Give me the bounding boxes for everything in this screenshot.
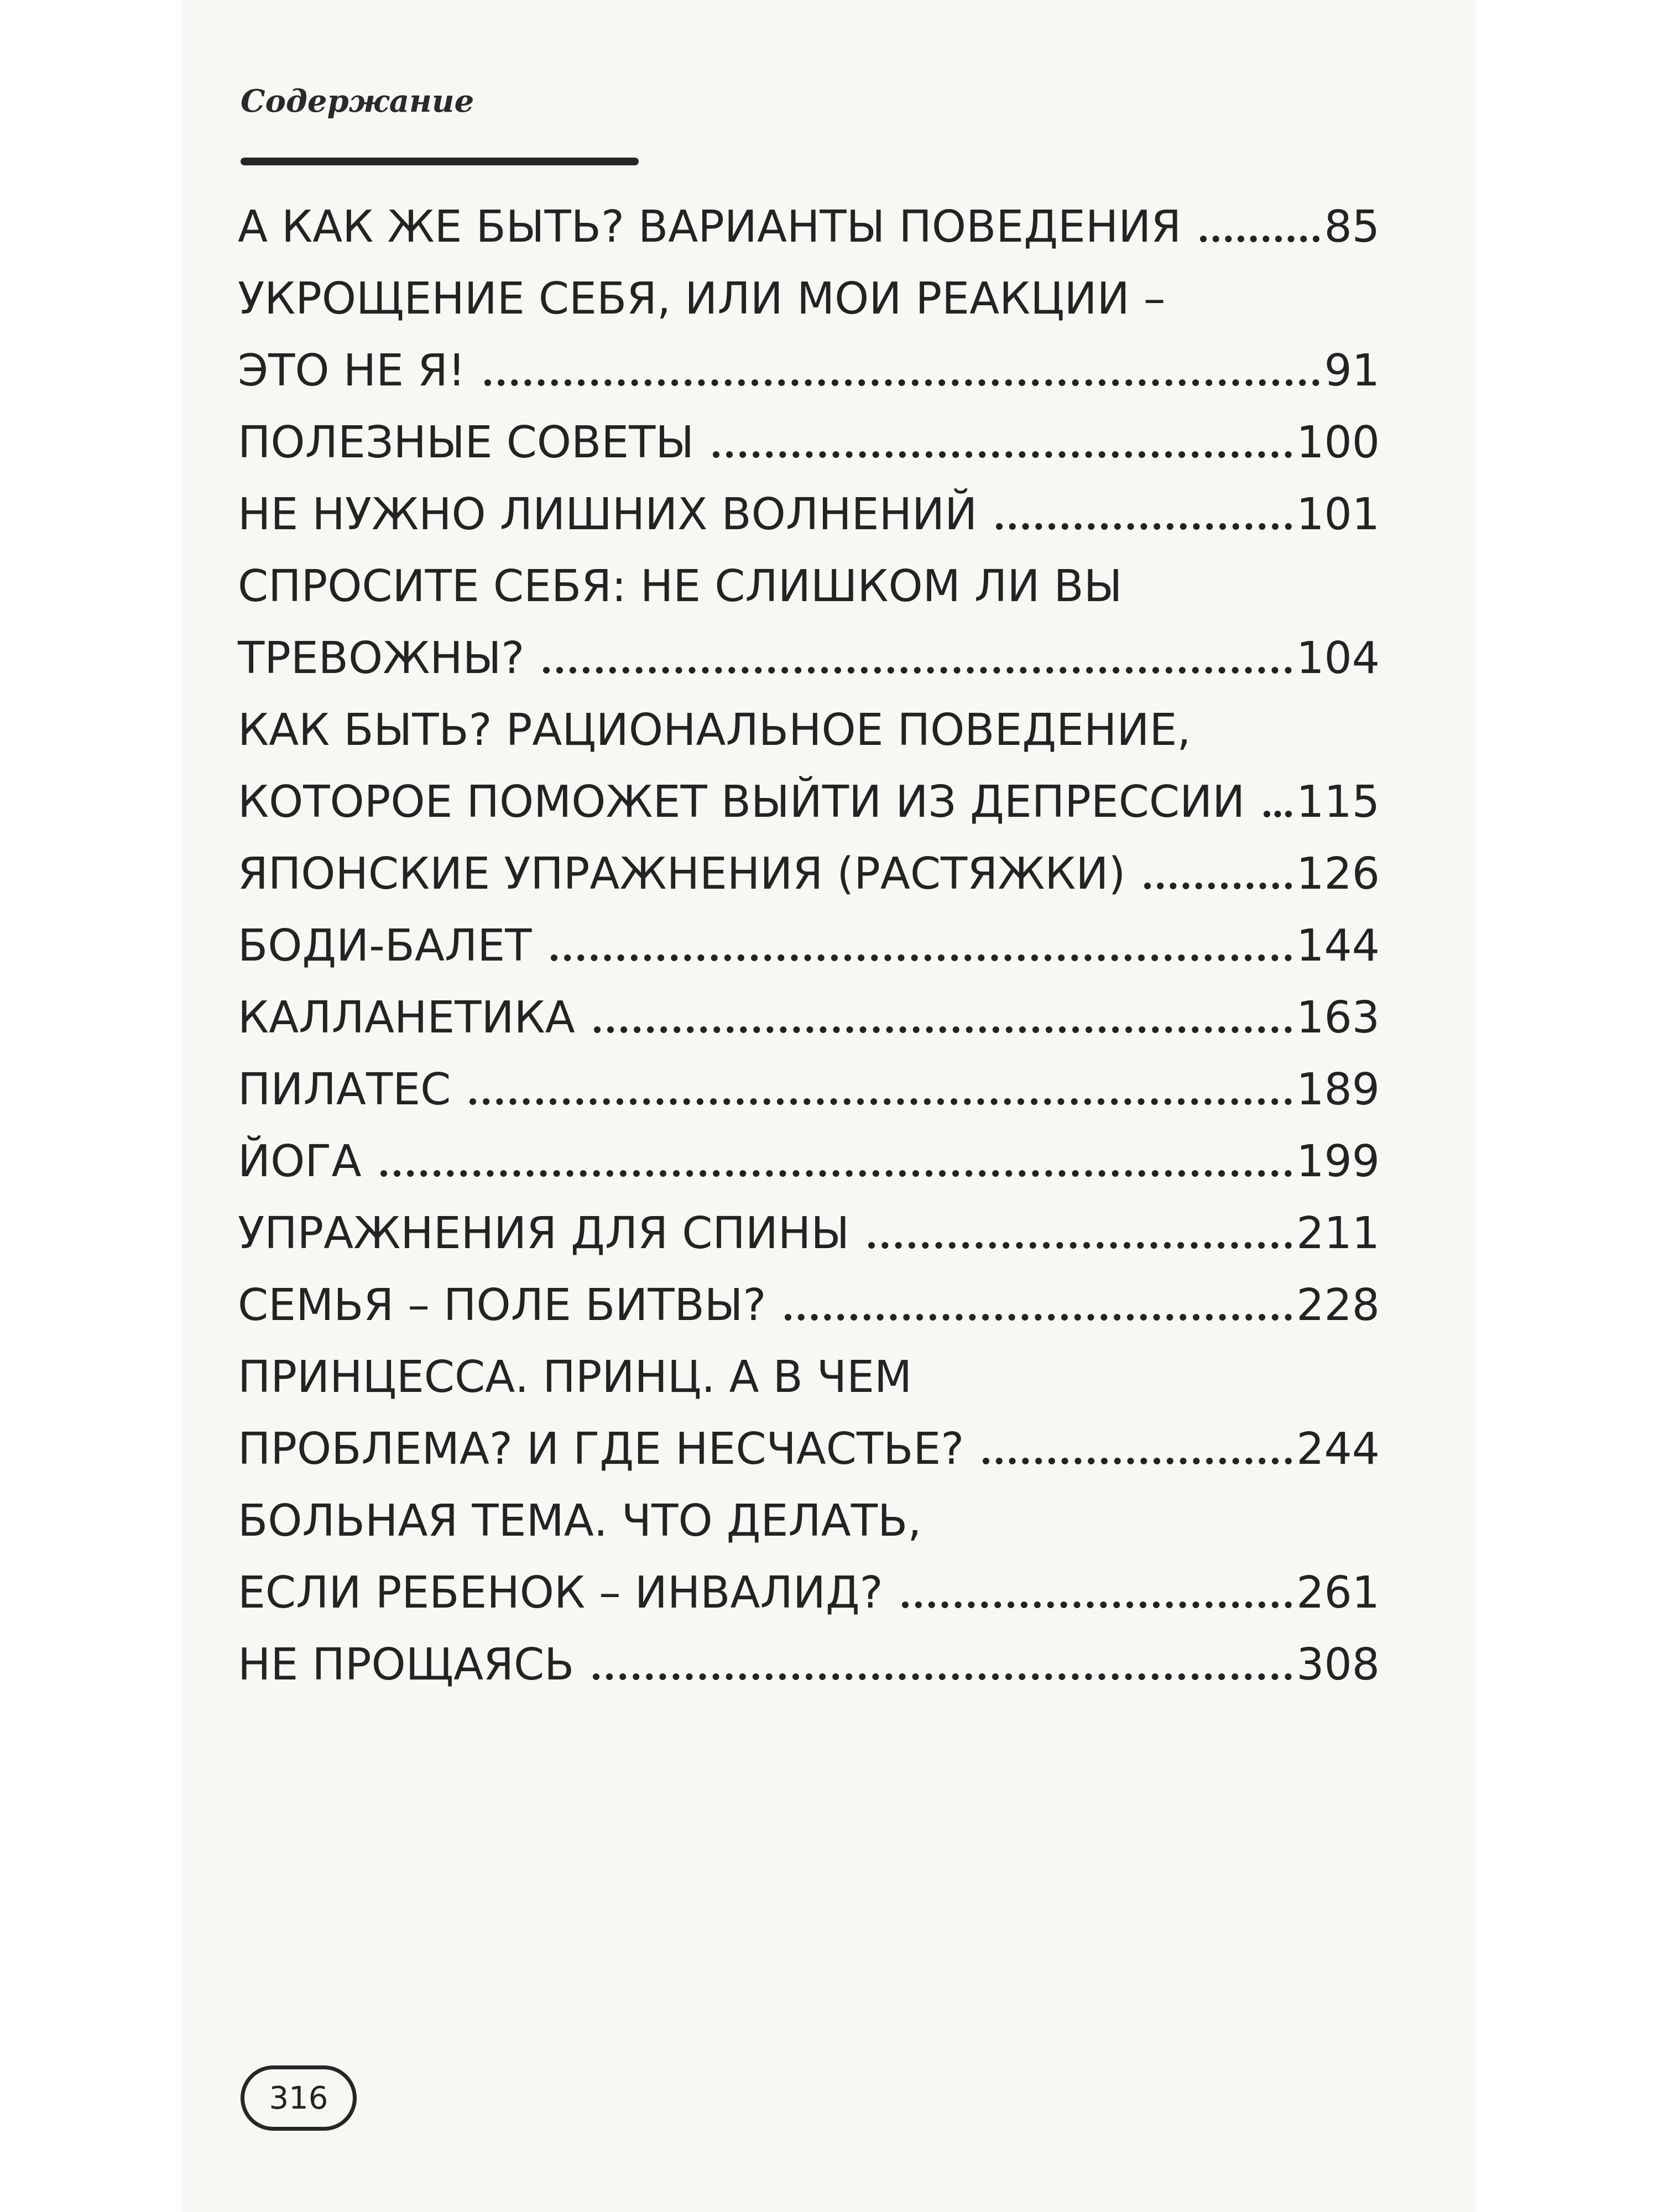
running-header: Содержание	[241, 83, 474, 119]
toc-entry-page: 199	[1296, 1136, 1380, 1187]
toc-entry-page: 101	[1296, 489, 1380, 540]
dot-leader	[868, 1242, 1292, 1249]
toc-entry-page: 189	[1296, 1064, 1380, 1115]
toc-entry-page: 211	[1296, 1208, 1380, 1259]
toc-entry-page: 144	[1296, 920, 1380, 971]
toc-entry-title: НЕ ПРОЩАЯСЬ	[238, 1639, 575, 1690]
dot-leader	[484, 379, 1320, 386]
toc-entry-title: ЭТО НЕ Я!	[238, 345, 466, 396]
toc-entry-title: УКРОЩЕНИЕ СЕБЯ, ИЛИ МОИ РЕАКЦИИ –	[238, 273, 1166, 324]
toc-entry	[238, 1125, 1380, 1197]
page-number: 316	[269, 2080, 328, 2116]
dot-leader	[1144, 883, 1292, 889]
toc-entry	[238, 406, 1380, 478]
dot-leader	[551, 954, 1292, 961]
toc-entry-title: КАК БЫТЬ? РАЦИОНАЛЬНОЕ ПОВЕДЕНИЕ,	[238, 705, 1191, 755]
toc-entry	[238, 622, 1380, 694]
toc-entry	[238, 1053, 1380, 1125]
toc-entry	[238, 1557, 1380, 1629]
toc-entry	[238, 1485, 1380, 1557]
dot-leader	[543, 667, 1292, 674]
toc-entry	[238, 263, 1380, 335]
toc-entry-title: КАЛЛАНЕТИКА	[238, 992, 575, 1043]
toc-entry-title: СЕМЬЯ – ПОЛЕ БИТВЫ?	[238, 1280, 766, 1331]
dot-leader	[902, 1601, 1292, 1608]
toc-entry-page: 115	[1296, 776, 1380, 827]
toc-entry-page: 244	[1296, 1423, 1380, 1474]
toc-entry	[238, 1413, 1380, 1485]
toc-entry-title: А КАК ЖЕ БЫТЬ? ВАРИАНТЫ ПОВЕДЕНИЯ	[238, 201, 1182, 252]
toc-entry-title: ТРЕВОЖНЫ?	[238, 633, 525, 684]
toc-entry-title: ПРОБЛЕМА? И ГДЕ НЕСЧАСТЬЕ?	[238, 1423, 964, 1474]
dot-leader	[1264, 811, 1292, 817]
dot-leader	[1200, 236, 1319, 242]
toc-entry	[238, 191, 1380, 263]
toc-entry-page: 228	[1296, 1280, 1380, 1331]
toc-entry-title: НЕ НУЖНО ЛИШНИХ ВОЛНЕНИЙ	[238, 489, 978, 540]
toc-entry	[238, 838, 1380, 910]
toc-entry	[238, 335, 1380, 406]
dot-leader	[380, 1170, 1292, 1177]
header-rule	[241, 158, 639, 165]
toc-entry	[238, 1197, 1380, 1269]
toc-entry	[238, 694, 1380, 766]
dot-leader	[983, 1458, 1292, 1464]
table-of-contents	[238, 191, 1380, 1700]
toc-entry-page: 163	[1296, 992, 1380, 1043]
toc-entry-title: ПОЛЕЗНЫЕ СОВЕТЫ	[238, 417, 695, 468]
toc-entry-title: ПИЛАТЕС	[238, 1064, 451, 1115]
toc-entry-page: 85	[1324, 201, 1380, 252]
toc-entry-page: 308	[1296, 1639, 1380, 1690]
toc-entry-page: 261	[1296, 1567, 1380, 1618]
dot-leader	[593, 1673, 1292, 1680]
toc-entry	[238, 910, 1380, 982]
toc-entry-title: СПРОСИТЕ СЕБЯ: НЕ СЛИШКОМ ЛИ ВЫ	[238, 561, 1123, 612]
toc-entry	[238, 1269, 1380, 1341]
toc-entry-title: ЙОГА	[238, 1136, 362, 1187]
toc-entry-page: 91	[1324, 345, 1380, 396]
dot-leader	[594, 1026, 1292, 1033]
toc-entry	[238, 766, 1380, 838]
toc-entry	[238, 478, 1380, 550]
dot-leader	[469, 1098, 1292, 1105]
toc-entry-title: ЕСЛИ РЕБЕНОК – ИНВАЛИД?	[238, 1567, 883, 1618]
toc-entry-page: 104	[1296, 633, 1380, 684]
toc-entry-title: КОТОРОЕ ПОМОЖЕТ ВЫЙТИ ИЗ ДЕПРЕССИИ	[238, 776, 1245, 827]
toc-entry-title: УПРАЖНЕНИЯ ДЛЯ СПИНЫ	[238, 1208, 850, 1259]
toc-entry-page: 126	[1296, 848, 1380, 899]
toc-entry-title: ПРИНЦЕССА. ПРИНЦ. А В ЧЕМ	[238, 1352, 912, 1402]
dot-leader	[713, 451, 1292, 458]
dot-leader	[785, 1314, 1292, 1321]
toc-entry-page: 100	[1296, 417, 1380, 468]
page-number-badge	[241, 2065, 357, 2131]
toc-entry-title: БОДИ-БАЛЕТ	[238, 920, 532, 971]
toc-entry	[238, 550, 1380, 622]
toc-entry	[238, 1629, 1380, 1700]
toc-entry	[238, 1341, 1380, 1413]
toc-entry	[238, 982, 1380, 1053]
toc-entry-title: ЯПОНСКИЕ УПРАЖНЕНИЯ (РАСТЯЖКИ)	[238, 848, 1126, 899]
toc-entry-title: БОЛЬНАЯ ТЕМА. ЧТО ДЕЛАТЬ,	[238, 1495, 922, 1546]
dot-leader	[996, 523, 1292, 530]
